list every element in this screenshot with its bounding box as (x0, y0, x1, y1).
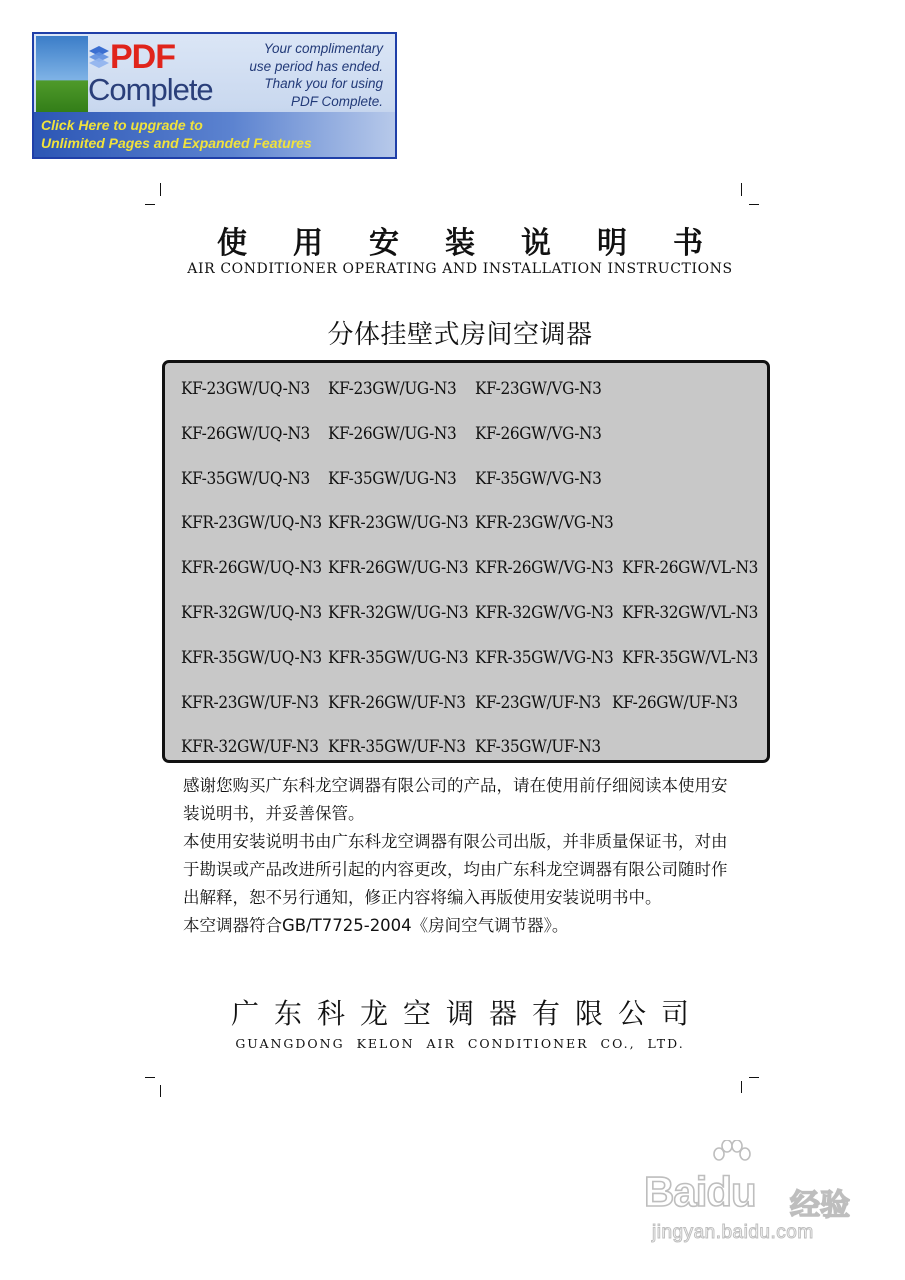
model-number: KFR-32GW/UG-N3 (328, 603, 469, 622)
layers-icon (88, 44, 110, 68)
banner-message-line: Your complimentary (263, 41, 383, 56)
model-number: KFR-26GW/UG-N3 (328, 558, 469, 578)
model-number: KFR-32GW/VG-N3 (475, 603, 614, 622)
model-number: KF-35GW/UF-N3 (475, 737, 601, 757)
model-number: KFR-32GW/VL-N3 (622, 603, 759, 622)
model-number: KFR-23GW/UF-N3 (181, 692, 319, 712)
model-number: KF-26GW/VG-N3 (475, 423, 602, 443)
model-number: KF-35GW/UG-N3 (328, 468, 457, 488)
model-number: KFR-23GW/UG-N3 (328, 513, 469, 533)
watermark-brand: Baidu (644, 1168, 756, 1215)
crop-mark (741, 1081, 742, 1093)
model-number: KF-23GW/VG-N3 (475, 379, 602, 398)
banner-message-line: use period has ended. (249, 58, 383, 74)
model-number: KFR-32GW/UQ-N3 (181, 603, 322, 622)
model-number: KF-26GW/UF-N3 (612, 692, 738, 712)
crop-mark (160, 183, 161, 196)
model-number: KFR-23GW/UQ-N3 (181, 513, 322, 533)
model-number: KF-23GW/UG-N3 (328, 379, 457, 398)
notice-text (183, 772, 753, 940)
banner-message-line: Thank you for using (264, 76, 383, 91)
upgrade-link-line[interactable]: Unlimited Pages and Expanded Features (41, 135, 312, 151)
upgrade-link[interactable] (34, 112, 395, 157)
model-number: KFR-35GW/VG-N3 (475, 647, 614, 667)
model-row (181, 648, 761, 672)
banner-message (213, 40, 383, 110)
notice-line: 本使用安装说明书由广东科龙空调器有限公司出版，并非质量保证书，对由 (183, 832, 728, 851)
watermark-jingyan: 经验 (790, 1188, 850, 1223)
upgrade-link-line[interactable]: Click Here to upgrade to (41, 117, 203, 133)
model-row (181, 379, 761, 403)
notice-line: 感谢您购买广东科龙空调器有限公司的产品，请在使用前仔细阅读本使用安 (183, 776, 728, 795)
watermark-url: jingyan.baidu.com (652, 1222, 814, 1243)
model-number: KF-23GW/UQ-N3 (181, 379, 310, 398)
model-number: KF-23GW/UF-N3 (475, 692, 601, 712)
model-number: KF-26GW/UG-N3 (328, 423, 457, 443)
model-number: KFR-35GW/UG-N3 (328, 647, 469, 667)
model-number: KFR-26GW/VG-N3 (475, 558, 614, 578)
model-number: KFR-23GW/VG-N3 (475, 513, 614, 533)
logo-pdf-text: PDF (110, 38, 175, 76)
model-row (181, 693, 761, 717)
model-row (181, 558, 761, 582)
notice-line: 本空调器符合GB/T7725-2004《房间空气调节器》。 (183, 916, 569, 935)
crop-mark (749, 1077, 759, 1078)
model-number: KF-26GW/UQ-N3 (181, 423, 310, 443)
model-number: KF-35GW/UQ-N3 (181, 468, 310, 488)
banner-message-line: PDF Complete. (290, 93, 383, 109)
crop-mark (145, 1077, 155, 1078)
model-row (181, 513, 761, 537)
model-list-box (162, 360, 770, 763)
pdf-complete-upgrade-banner[interactable] (32, 32, 397, 159)
notice-line: 于勘误或产品改进所引起的内容更改，均由广东科龙空调器有限公司随时作 (183, 860, 728, 879)
model-number: KFR-35GW/UQ-N3 (181, 647, 322, 667)
model-number: KFR-26GW/UF-N3 (328, 692, 466, 712)
model-number: KFR-26GW/VL-N3 (622, 558, 759, 578)
model-row (181, 603, 761, 627)
crop-mark (749, 204, 759, 205)
product-type-heading: 分体挂壁式房间空调器 (327, 320, 593, 350)
model-row (181, 424, 761, 448)
notice-line: 装说明书，并妥善保管。 (183, 804, 365, 823)
model-number: KFR-35GW/UF-N3 (328, 737, 466, 757)
crop-mark (741, 183, 742, 196)
baidu-jingyan-watermark (640, 1140, 870, 1250)
logo-complete-text: Complete (88, 72, 213, 107)
model-row (181, 737, 761, 761)
model-number: KF-35GW/VG-N3 (475, 468, 602, 488)
document-subtitle: AIR CONDITIONER OPERATING AND INSTALLATION INSTRUCTIONS (187, 261, 733, 277)
company-name: 广东科龙空调器有限公司 (230, 997, 704, 1030)
model-row (181, 469, 761, 493)
model-number: KFR-35GW/VL-N3 (622, 647, 759, 667)
model-number: KFR-32GW/UF-N3 (181, 737, 319, 757)
document-title: 使用安装说明书 (217, 226, 749, 261)
company-name-en: GUANGDONG KELON AIR CONDITIONER CO., LTD. (235, 1036, 685, 1051)
banner-photo (36, 36, 88, 116)
model-number: KFR-26GW/UQ-N3 (181, 558, 322, 578)
crop-mark (145, 204, 155, 205)
pdf-complete-logo (88, 38, 228, 118)
notice-line: 出解释，恕不另行通知，修正内容将编入再版使用安装说明书中。 (183, 888, 662, 907)
crop-mark (160, 1085, 161, 1097)
